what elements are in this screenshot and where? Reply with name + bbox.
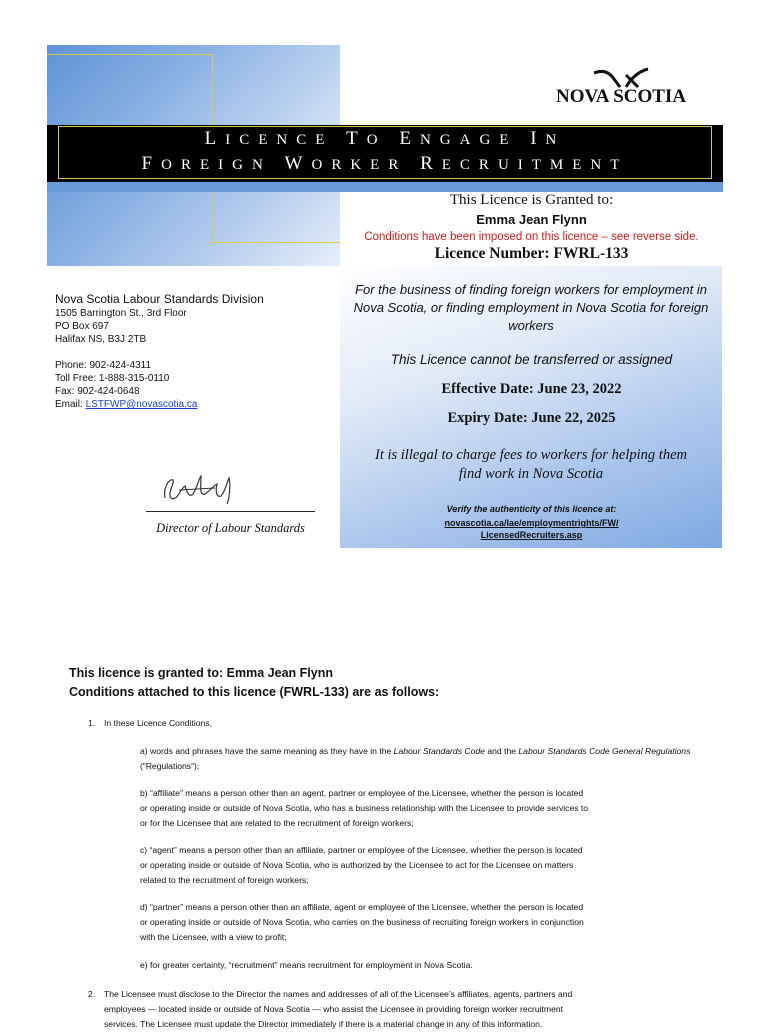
- email-link[interactable]: LSTFWP@novascotia.ca: [85, 399, 198, 410]
- phone: Phone: 902-424-4311: [55, 360, 152, 371]
- director-signature: [155, 468, 245, 508]
- conditions-heading-list: Conditions attached to this licence (FWRL-133) are as follows:: [69, 685, 440, 699]
- condition-b-line-3: or for the Licensee that are related to the recruitment of foreign workers;: [140, 818, 414, 828]
- licence-number: Licence Number: FWRL-133: [434, 245, 629, 262]
- effective-date: Effective Date: June 23, 2022: [441, 381, 622, 397]
- nova-scotia-wordmark: NOVA SCOTIA: [556, 86, 687, 107]
- condition-b-line-2: or operating inside or outside of Nova Scotia, who has a business relationship with the Licensee to provide services to: [140, 803, 589, 813]
- list-number-1: 1.: [88, 718, 96, 728]
- condition-e-line-1: e) for greater certainty, “recruitment” means recruitment for employment in Nova Scotia.: [140, 960, 473, 970]
- conditions-heading-granted: This licence is granted to: Emma Jean Flynn: [69, 666, 333, 680]
- condition-a-code: Labour Standards Code: [393, 746, 485, 756]
- condition-c-line-3: related to the recruitment of foreign workers;: [140, 875, 309, 885]
- item-1-intro: In these Licence Conditions,: [104, 718, 212, 728]
- verify-url-line-1[interactable]: novascotia.ca/lae/employmentrights/FW/: [444, 518, 619, 528]
- condition-d-line-2: or operating inside or outside of Nova Scotia, who carries on the business of recruiting foreign workers in conjunction: [140, 917, 584, 927]
- gold-rule: [212, 192, 213, 242]
- address-line-2: PO Box 697: [55, 321, 109, 332]
- title-underline-band: [47, 182, 723, 192]
- condition-a-text-2: and the: [484, 746, 519, 756]
- not-transferable-notice: This Licence cannot be transferred or assigned: [390, 352, 673, 367]
- condition-d-line-1: d) “partner” means a person other than an affiliate, agent or employee of the Licensee, whether the person is located: [140, 902, 584, 912]
- illegal-fees-notice: It is illegal to charge fees to workers for helping them find work in Nova Scotia: [375, 447, 687, 482]
- condition-a-regs: Labour Standards Code General Regulations: [518, 746, 691, 756]
- condition-b-line-1: b) “affiliate” means a person other than an agent, partner or employee of the Licensee, whether the person is located: [140, 788, 584, 798]
- address-line-1: 1505 Barrington St., 3rd Floor: [55, 308, 187, 319]
- condition-a-text-3: (“Regulations”);: [140, 761, 200, 771]
- fax: Fax: 902-424-0648: [55, 386, 140, 397]
- licence-purpose: For the business of finding foreign workers for employment in Nova Scotia, or finding employment in Nova Scotia for foreign workers: [353, 282, 709, 333]
- title-line-1: LICENCE TO ENGAGE IN: [204, 128, 566, 149]
- granted-to-label: This Licence is Granted to:: [449, 192, 614, 208]
- condition-a-line-1: [140, 744, 690, 759]
- item-2-line-2: employees — located inside or outside of Nova Scotia — who assist the Licensee in providing foreign worker recruitment: [104, 1004, 564, 1014]
- condition-d-line-3: with the Licensee, with a view to profit;: [140, 932, 287, 942]
- gold-rule: [212, 54, 213, 126]
- condition-a-text: a) words and phrases have the same meaning as they have in the: [140, 746, 394, 756]
- header-blue-block-top: [47, 45, 340, 128]
- item-2-line-1: The Licensee must disclose to the Director the names and addresses of all of the Licensee’s affiliates, agents, partners and: [104, 989, 573, 999]
- conditions-notice: Conditions have been imposed on this licence – see reverse side.: [364, 231, 699, 243]
- header-blue-block-middle: [47, 182, 340, 266]
- email-label: Email:: [55, 399, 86, 410]
- condition-c-line-2: or operating inside or outside of Nova Scotia, who is authorized by the Licensee to act for the Licensee on matters: [140, 860, 574, 870]
- gold-rule: [212, 242, 340, 243]
- title-line-2: FOREIGN WORKER RECRUITMENT: [141, 153, 629, 174]
- verify-url-line-2[interactable]: LicensedRecruiters.asp: [480, 530, 583, 540]
- condition-a-line-2: [140, 759, 199, 774]
- licensee-name: Emma Jean Flynn: [476, 212, 587, 227]
- verify-label: Verify the authenticity of this licence at:: [446, 504, 617, 514]
- gold-rule: [47, 54, 213, 55]
- address-line-3: Halifax NS, B3J 2TB: [55, 334, 147, 345]
- toll-free: Toll Free: 1-888-315-0110: [55, 373, 170, 384]
- item-2-line-3: services. The Licensee must update the Director immediately if there is a material change in any of this information.: [104, 1019, 543, 1029]
- division-name: Nova Scotia Labour Standards Division: [55, 292, 264, 306]
- expiry-date: Expiry Date: June 22, 2025: [447, 410, 616, 426]
- list-number-2: 2.: [88, 989, 96, 999]
- signatory-title: Director of Labour Standards: [156, 521, 305, 535]
- condition-c-line-1: c) “agent” means a person other than an affiliate, partner or employee of the Licensee, whether the person is located: [140, 845, 583, 855]
- email-row: [55, 399, 197, 411]
- signature-line: [146, 511, 315, 512]
